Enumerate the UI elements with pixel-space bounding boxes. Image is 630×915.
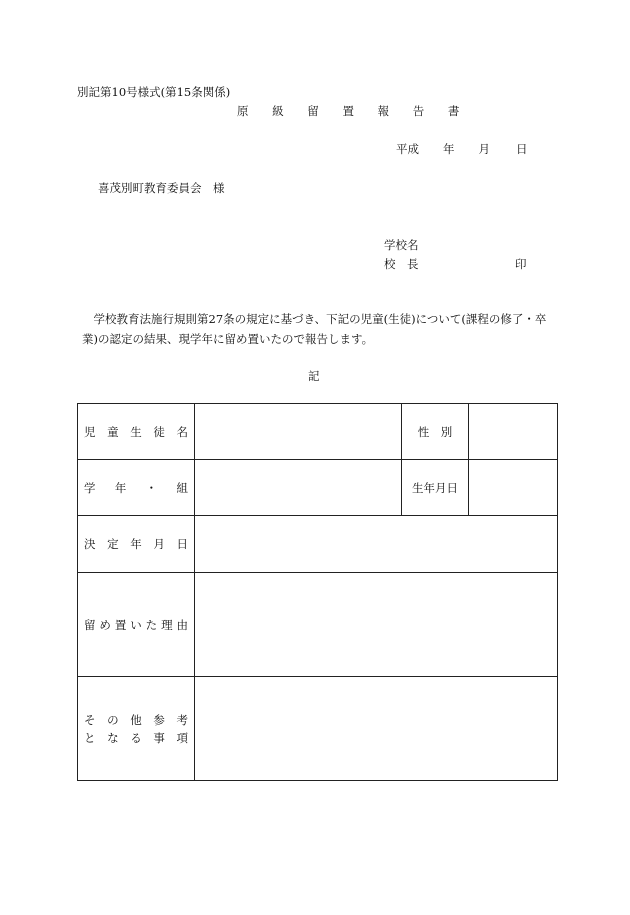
grade-class-label: 学 年 ・ 組 [78,460,195,516]
grade-class-field[interactable] [195,460,402,516]
birthdate-label: 生年月日 [402,460,469,516]
row-student-name [78,404,558,460]
other-label [78,677,195,781]
decision-date-field[interactable] [195,516,558,573]
birthdate-field[interactable] [469,460,558,516]
form-number: 別記第10号様式(第15条関係) [77,85,231,99]
decision-date-label: 決定年月日 [78,516,195,573]
principal-label: 校 長 [384,257,419,271]
row-reason [78,573,558,677]
date-era: 平成 [396,142,419,156]
gender-field[interactable] [469,404,558,460]
reason-field[interactable] [195,573,558,677]
date-year: 年 [443,142,455,156]
row-grade-class [78,460,558,516]
addressee: 喜茂別町教育委員会 様 [98,181,225,195]
other-label-line-1: その他参考 [84,712,188,727]
school-name-label: 学校名 [384,238,419,252]
date-month: 月 [478,142,490,156]
row-decision-date [78,516,558,573]
ki-label: 記 [308,369,320,383]
info-table [77,403,558,781]
body-text: 学校教育法施行規則第27条の規定に基づき、下記の児童(生徒)について(課程の修了・卒業)の認定の結果、現学年に留め置いたので報告します。 [82,312,547,346]
document-title: 原 級 留 置 報 告 書 [237,104,470,118]
row-other [78,677,558,781]
student-name-label: 児童生徒名 [78,404,195,460]
gender-label: 性 別 [402,404,469,460]
date-day: 日 [516,142,528,156]
date-line [396,141,528,157]
other-field[interactable] [195,677,558,781]
student-name-field[interactable] [195,404,402,460]
reason-label: 留め置いた理由 [78,573,195,677]
other-label-line-2: となる事項 [84,730,188,745]
seal-mark: 印 [515,257,527,271]
